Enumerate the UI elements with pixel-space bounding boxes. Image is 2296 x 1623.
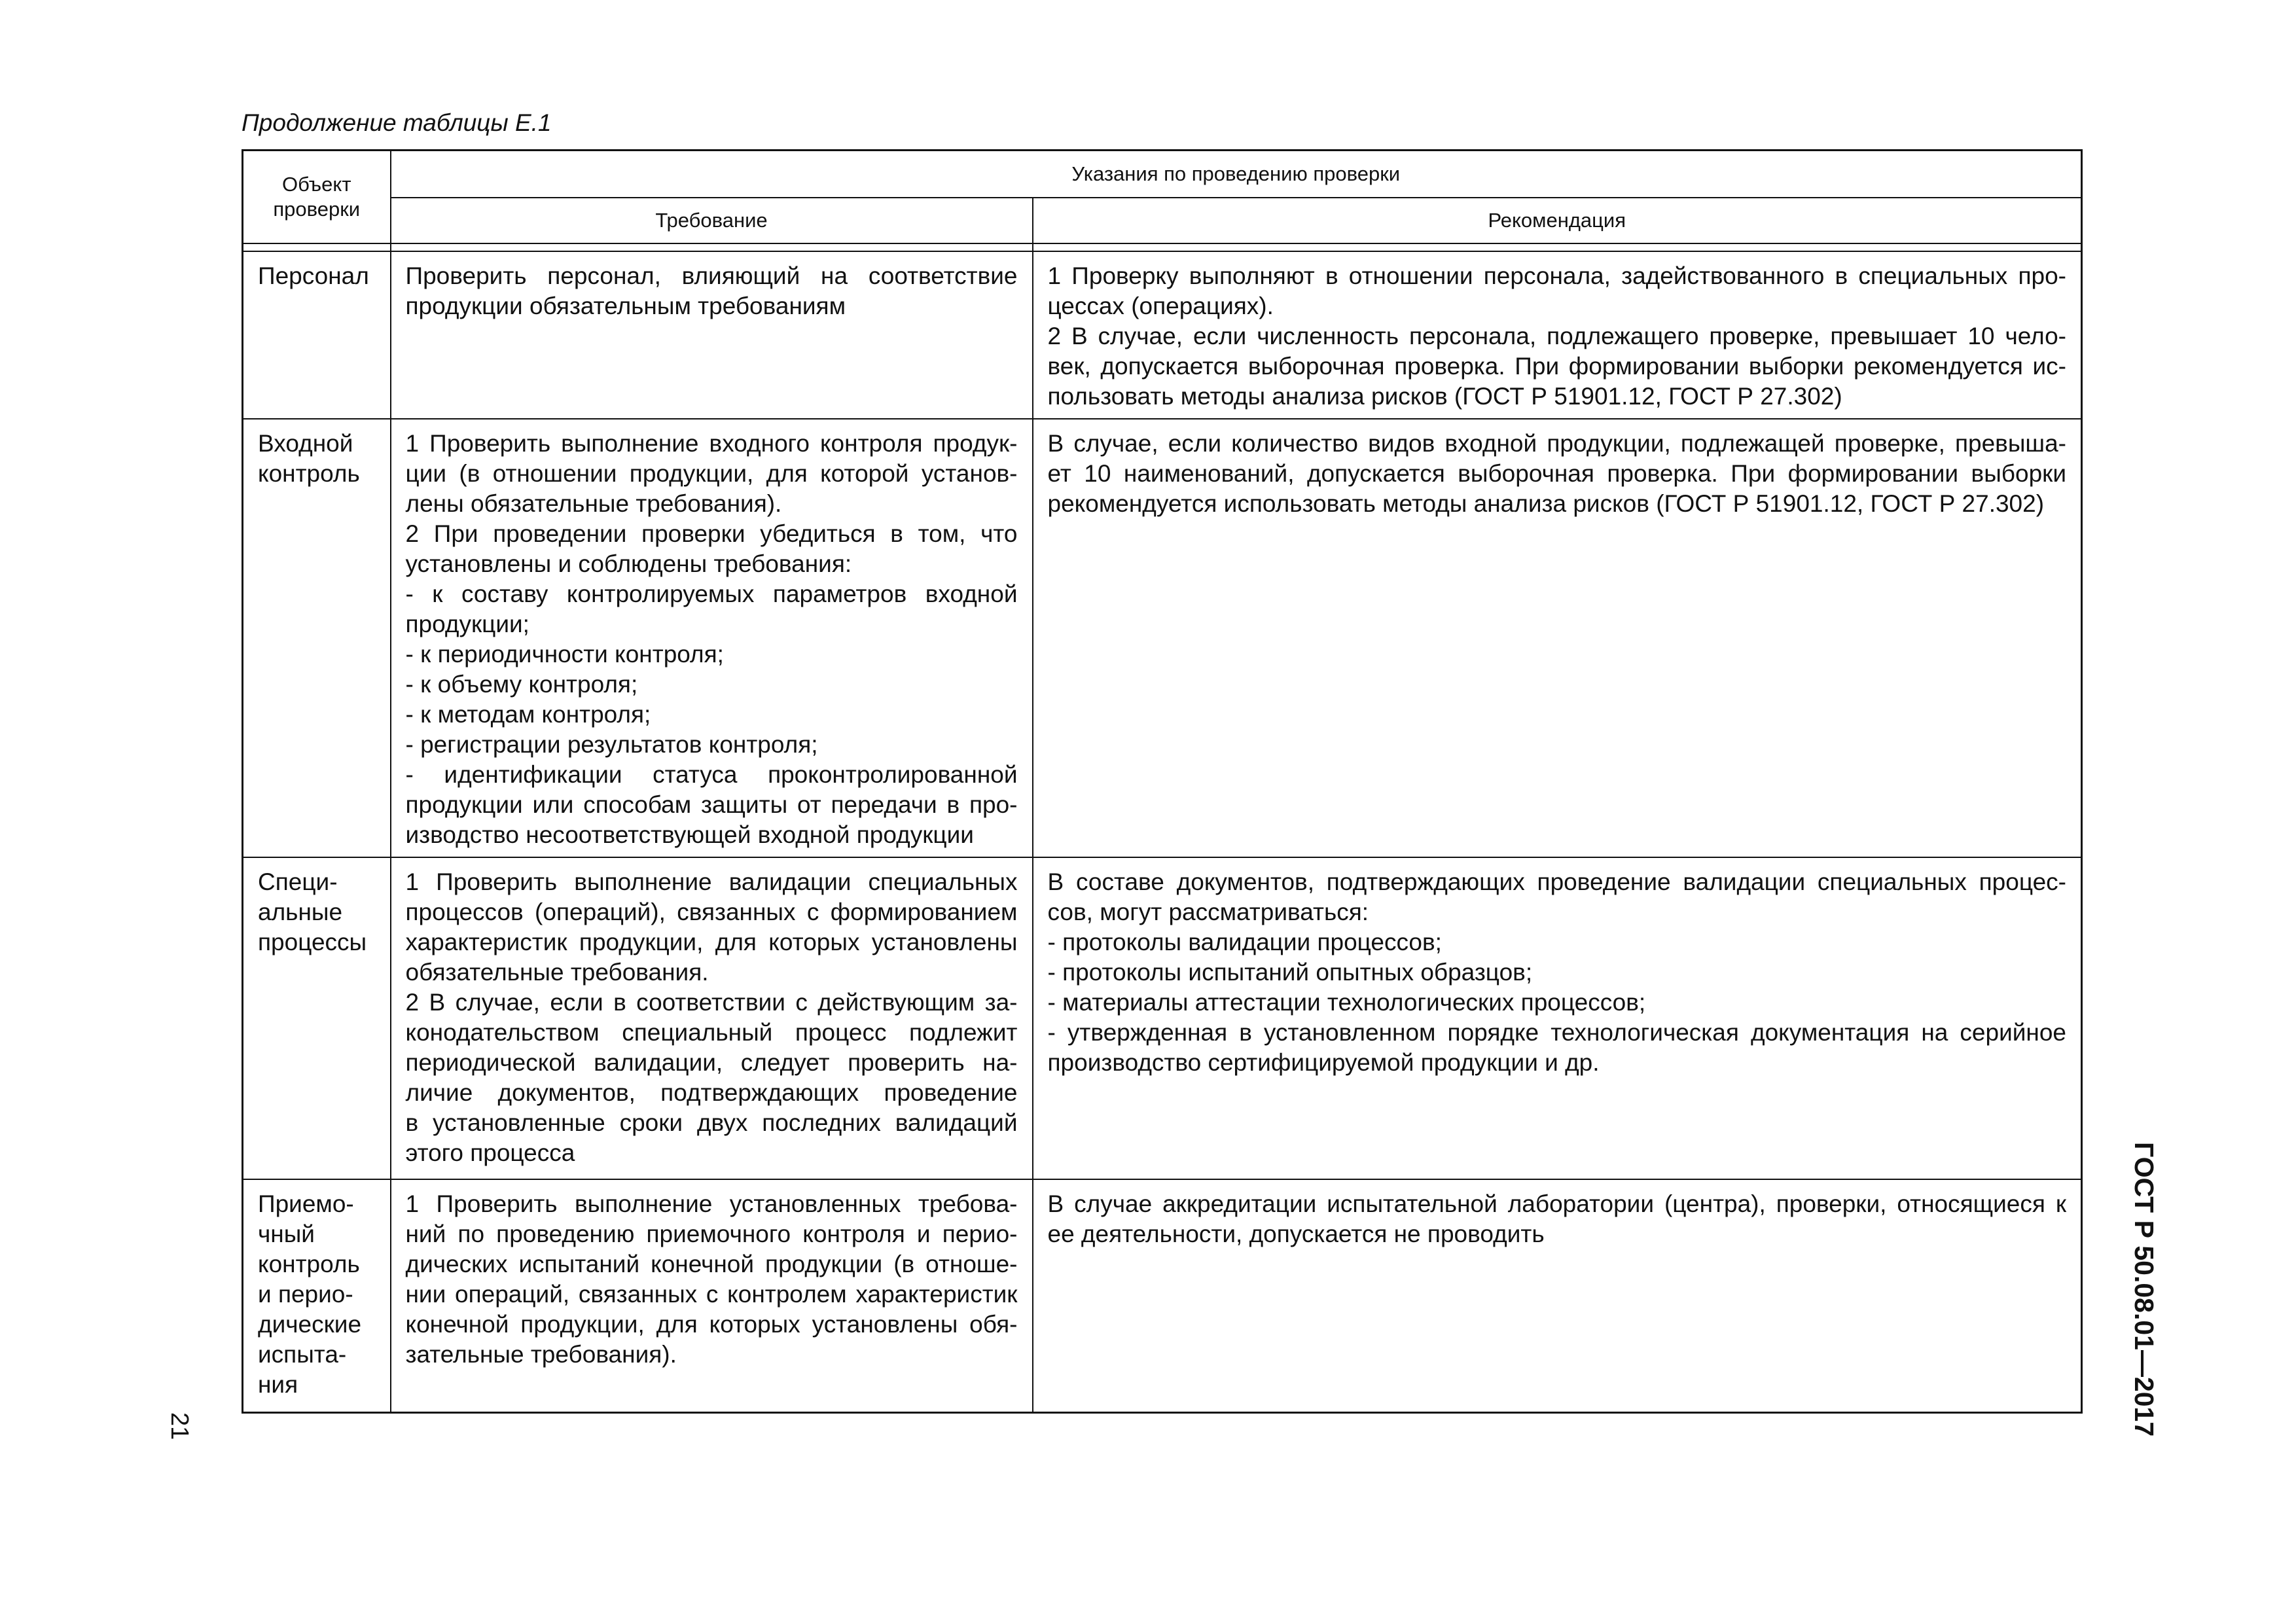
text-line: ее деятельности, допускается не проводить xyxy=(1047,1220,1545,1247)
text-line: продукции или способам защиты от передачи в про- xyxy=(405,791,1018,818)
text-line: продукции обязательным требованиям xyxy=(405,292,846,319)
object-line: дические xyxy=(258,1310,362,1338)
text-line: личие документов, подтверждающих проведение xyxy=(405,1079,1018,1106)
standard-code: ГОСТ Р 50.08.01—2017 xyxy=(2129,1142,2159,1437)
text-line: - протоколы валидации процессов; xyxy=(1047,928,1442,955)
requirement-cell xyxy=(391,857,1033,1179)
text-line: - регистрации результатов контроля; xyxy=(405,730,818,758)
text-line: 2 При проведении проверки убедиться в том, что xyxy=(405,520,1018,547)
object-line: контроль xyxy=(258,1250,360,1277)
table-row xyxy=(243,419,2082,857)
object-line: Персонал xyxy=(258,262,369,289)
table-header-row-bottom xyxy=(243,198,2082,243)
header-object-line: проверки xyxy=(273,197,361,221)
recommendation-cell xyxy=(1033,251,2082,419)
text-line: - к составу контролируемых параметров входной xyxy=(405,580,1018,607)
text-line: - материалы аттестации технологических процессов; xyxy=(1047,988,1646,1016)
text-line: Проверить персонал, влияющий на соответствие xyxy=(405,262,1018,289)
requirement-cell xyxy=(391,419,1033,857)
recommendation-cell xyxy=(1033,857,2082,1179)
text-line: процессов (операций), связанных с формированием xyxy=(405,898,1018,925)
text-line: нии операций, связанных с контролем характеристик xyxy=(405,1280,1018,1308)
object-line: испыта- xyxy=(258,1340,347,1368)
object-line: Приемо- xyxy=(258,1190,354,1217)
text-line: пользовать методы анализа рисков (ГОСТ Р 51901.12, ГОСТ Р 27.302) xyxy=(1047,382,1842,410)
table-caption: Продолжение таблицы Е.1 xyxy=(242,109,552,136)
text-line: - протоколы испытаний опытных образцов; xyxy=(1047,958,1533,986)
text-line: этого процесса xyxy=(405,1139,575,1166)
object-cell xyxy=(243,419,391,857)
header-separator-row xyxy=(243,243,2082,251)
text-line: 2 В случае, если численность персонала, подлежащего проверке, превышает 10 чело- xyxy=(1047,322,2067,349)
header-object-cell xyxy=(243,151,391,243)
text-line: век, допускается выборочная проверка. При формировании выборки рекомендуется ис- xyxy=(1047,352,2067,380)
text-line: конодательством специальный процесс подлежит xyxy=(405,1018,1018,1046)
text-line: периодической валидации, следует проверить на- xyxy=(405,1048,1018,1076)
table-row xyxy=(243,857,2082,1179)
text-line: 1 Проверку выполняют в отношении персонала, задействованного в специальных про- xyxy=(1047,262,2067,289)
text-line: ции (в отношении продукции, для которой установ- xyxy=(405,459,1018,487)
separator-cell xyxy=(391,243,1033,251)
text-line: характеристик продукции, для которых установлены xyxy=(405,928,1018,955)
text-line: - к методам контроля; xyxy=(405,700,651,728)
page-number: 21 xyxy=(166,1412,193,1440)
text-line: производство сертифицируемой продукции и др. xyxy=(1047,1048,1600,1076)
text-line: рекомендуется использовать методы анализа рисков (ГОСТ Р 51901.12, ГОСТ Р 27.302) xyxy=(1047,490,2045,517)
object-line: ния xyxy=(258,1370,298,1398)
separator-cell xyxy=(243,243,391,251)
table-row xyxy=(243,251,2082,419)
header-guidance-cell: Указания по проведению проверки xyxy=(391,151,2082,198)
separator-cell xyxy=(1033,243,2082,251)
text-line: продукции; xyxy=(405,610,529,637)
header-object-line: Объект xyxy=(281,172,351,196)
object-line: и перио- xyxy=(258,1280,353,1308)
requirement-cell xyxy=(391,251,1033,419)
text-line: - утвержденная в установленном порядке технологическая документация на серийное xyxy=(1047,1018,2067,1046)
object-cell xyxy=(243,857,391,1179)
header-requirement-cell: Требование xyxy=(391,198,1033,243)
text-line: - к объему контроля; xyxy=(405,670,638,698)
text-line: - идентификации статуса проконтролированной xyxy=(405,760,1018,788)
text-line: лены обязательные требования). xyxy=(405,490,782,517)
text-line: 1 Проверить выполнение входного контроля продук- xyxy=(405,429,1018,457)
text-line: 1 Проверить выполнение валидации специальных xyxy=(405,868,1018,895)
object-line: контроль xyxy=(258,459,360,487)
table-header-row-top xyxy=(243,151,2082,198)
inspection-table xyxy=(242,149,2083,1414)
object-line: альные xyxy=(258,898,343,925)
object-line: чный xyxy=(258,1220,315,1247)
text-line: ет 10 наименований, допускается выборочная проверка. При формировании выборки xyxy=(1047,459,2067,487)
object-cell xyxy=(243,251,391,419)
object-line: Специ- xyxy=(258,868,338,895)
object-cell xyxy=(243,1179,391,1413)
text-line: ний по проведению приемочного контроля и перио- xyxy=(405,1220,1018,1247)
text-line: цессах (операциях). xyxy=(1047,292,1274,319)
text-line: установлены и соблюдены требования: xyxy=(405,550,852,577)
object-line: Входной xyxy=(258,429,353,457)
recommendation-cell xyxy=(1033,1179,2082,1413)
text-line: конечной продукции, для которых установлены обя- xyxy=(405,1310,1018,1338)
text-line: В случае аккредитации испытательной лаборатории (центра), проверки, относящиеся к xyxy=(1047,1190,2067,1217)
table-row xyxy=(243,1179,2082,1413)
text-line: В составе документов, подтверждающих проведение валидации специальных процес- xyxy=(1047,868,2067,895)
text-line: 1 Проверить выполнение установленных требова- xyxy=(405,1190,1018,1217)
header-recommendation-cell: Рекомендация xyxy=(1033,198,2082,243)
text-line: дических испытаний конечной продукции (в отноше- xyxy=(405,1250,1018,1277)
requirement-cell xyxy=(391,1179,1033,1413)
text-line: В случае, если количество видов входной продукции, подлежащей проверке, превыша- xyxy=(1047,429,2067,457)
text-line: 2 В случае, если в соответствии с действующим за- xyxy=(405,988,1018,1016)
text-line: изводство несоответствующей входной продукции xyxy=(405,821,974,848)
recommendation-cell xyxy=(1033,419,2082,857)
text-line: - к периодичности контроля; xyxy=(405,640,724,668)
object-line: процессы xyxy=(258,928,367,955)
text-line: в установленные сроки двух последних валидаций xyxy=(405,1109,1018,1136)
text-line: обязательные требования. xyxy=(405,958,709,986)
text-line: сов, могут рассматриваться: xyxy=(1047,898,1369,925)
text-line: зательные требования). xyxy=(405,1340,677,1368)
